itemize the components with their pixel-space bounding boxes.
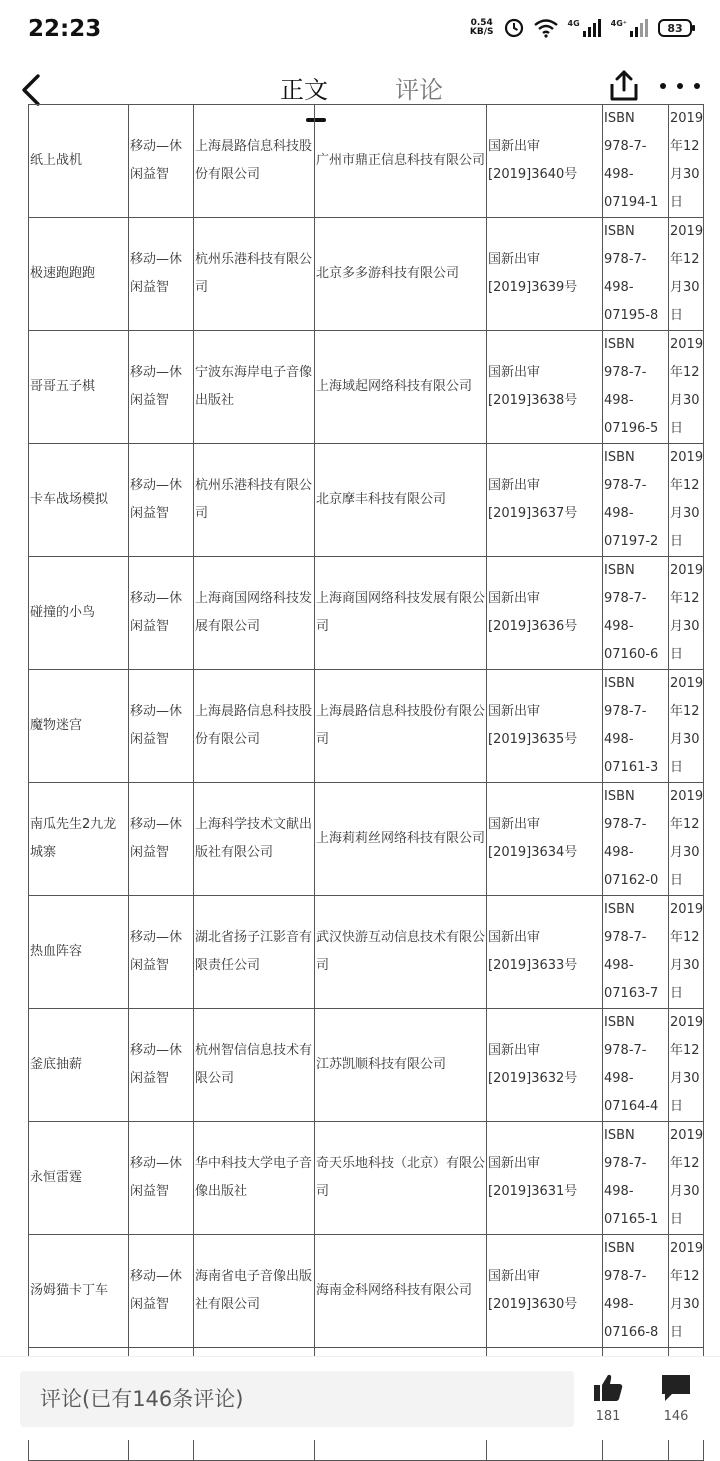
isbn-cell: ISBN 978-7-498-07194-1 xyxy=(603,105,669,218)
approval-number-cell: 国新出审[2019]3638号 xyxy=(487,331,603,444)
publisher-cell: 湖北省扬子江影音有限责任公司 xyxy=(194,896,315,1009)
publisher-cell: 宁波东海岸电子音像出版社 xyxy=(194,331,315,444)
category-cell: 移动—休闲益智 xyxy=(129,557,194,670)
category-cell: 移动—休闲益智 xyxy=(129,1009,194,1122)
back-button[interactable] xyxy=(14,68,54,108)
publisher-cell: 杭州智信信息技术有限公司 xyxy=(194,1009,315,1122)
publisher-cell: 华中科技大学电子音像出版社 xyxy=(194,1122,315,1235)
operator-cell: 武汉快游互动信息技术有限公司 xyxy=(315,896,487,1009)
more-dot-icon xyxy=(677,83,683,89)
isbn-cell: ISBN 978-7-498-07162-0 xyxy=(603,783,669,896)
operator-cell: 上海莉莉丝网络科技有限公司 xyxy=(315,783,487,896)
signal-label-1: 4G xyxy=(567,19,580,28)
operator-cell: 广州市鼎正信息科技有限公司 xyxy=(315,105,487,218)
game-name-cell: 魔物迷宫 xyxy=(29,670,129,783)
signal-label-2: 4G⁺ xyxy=(610,19,627,28)
approval-number-cell: 国新出审[2019]3640号 xyxy=(487,105,603,218)
approval-number-cell: 国新出审[2019]3636号 xyxy=(487,557,603,670)
publisher-cell: 海南省电子音像出版社有限公司 xyxy=(194,1235,315,1348)
approval-date-cell: 2019年12月30日 xyxy=(669,1122,704,1235)
isbn-cell: ISBN 978-7-498-07196-5 xyxy=(603,331,669,444)
isbn-cell: ISBN 978-7-498-07163-7 xyxy=(603,896,669,1009)
comment-bubble-icon xyxy=(660,1373,692,1403)
category-cell: 移动—休闲益智 xyxy=(129,1122,194,1235)
approval-number-cell: 国新出审[2019]3639号 xyxy=(487,218,603,331)
approval-date-cell: 2019年12月30日 xyxy=(669,331,704,444)
isbn-cell: ISBN 978-7-498-07166-8 xyxy=(603,1235,669,1348)
battery-level: 83 xyxy=(667,21,683,35)
game-name-cell: 热血阵容 xyxy=(29,896,129,1009)
network-speed xyxy=(470,19,494,37)
game-name-cell: 釜底抽薪 xyxy=(29,1009,129,1122)
wifi-icon xyxy=(534,18,558,38)
operator-cell: 江苏凯顺科技有限公司 xyxy=(315,1009,487,1122)
publisher-cell: 杭州乐港科技有限公司 xyxy=(194,218,315,331)
status-icons xyxy=(470,18,692,38)
approval-date-cell: 2019年12月30日 xyxy=(669,557,704,670)
table-row xyxy=(29,1009,704,1122)
approval-date-cell: 2019年12月30日 xyxy=(669,783,704,896)
table-row xyxy=(29,331,704,444)
comments-button[interactable] xyxy=(646,1373,706,1433)
isbn-cell: ISBN 978-7-498-07161-3 xyxy=(603,670,669,783)
game-name-cell: 哥哥五子棋 xyxy=(29,331,129,444)
table-row xyxy=(29,444,704,557)
game-name-cell: 纸上战机 xyxy=(29,105,129,218)
thumbs-up-icon xyxy=(592,1373,624,1403)
table-row xyxy=(29,896,704,1009)
isbn-cell: ISBN 978-7-498-07164-4 xyxy=(603,1009,669,1122)
bottom-bar xyxy=(0,1356,720,1440)
battery-icon xyxy=(658,19,692,37)
table-row xyxy=(29,670,704,783)
game-name-cell: 永恒雷霆 xyxy=(29,1122,129,1235)
approval-number-cell: 国新出审[2019]3635号 xyxy=(487,670,603,783)
category-cell: 移动—休闲益智 xyxy=(129,670,194,783)
signal-icon-1 xyxy=(568,19,601,37)
share-icon xyxy=(606,68,642,104)
approval-number-cell: 国新出审[2019]3631号 xyxy=(487,1122,603,1235)
table-row xyxy=(29,1235,704,1348)
comment-count: 146 xyxy=(663,1409,689,1424)
network-speed-unit: KB/S xyxy=(469,27,494,37)
category-cell: 移动—休闲益智 xyxy=(129,896,194,1009)
operator-cell: 海南金科网络科技有限公司 xyxy=(315,1235,487,1348)
operator-cell: 上海商国网络科技发展有限公司 xyxy=(315,557,487,670)
tab-article[interactable]: 正文 xyxy=(280,70,328,122)
approval-date-cell: 2019年12月30日 xyxy=(669,105,704,218)
isbn-cell: ISBN 978-7-498-07195-8 xyxy=(603,218,669,331)
network-speed-value: 0.54 xyxy=(470,18,493,28)
operator-cell: 北京摩丰科技有限公司 xyxy=(315,444,487,557)
game-approval-table xyxy=(28,104,704,1461)
category-cell: 移动—休闲益智 xyxy=(129,783,194,896)
table-row xyxy=(29,557,704,670)
category-cell: 移动—休闲益智 xyxy=(129,218,194,331)
publisher-cell: 上海科学技术文献出版社有限公司 xyxy=(194,783,315,896)
operator-cell: 上海域起网络科技有限公司 xyxy=(315,331,487,444)
approval-date-cell: 2019年12月30日 xyxy=(669,444,704,557)
approval-date-cell: 2019年12月30日 xyxy=(669,1235,704,1348)
more-dot-icon xyxy=(660,83,666,89)
isbn-cell: ISBN 978-7-498-07165-1 xyxy=(603,1122,669,1235)
alarm-icon xyxy=(504,18,524,38)
table-row xyxy=(29,105,704,218)
game-name-cell: 汤姆猫卡丁车 xyxy=(29,1235,129,1348)
share-button[interactable] xyxy=(606,68,642,104)
operator-cell: 上海晨路信息科技股份有限公司 xyxy=(315,670,487,783)
category-cell: 移动—休闲益智 xyxy=(129,444,194,557)
more-button[interactable] xyxy=(660,72,700,100)
more-dot-icon xyxy=(694,83,700,89)
chevron-left-icon xyxy=(14,68,54,108)
table-row xyxy=(29,1122,704,1235)
game-name-cell: 南瓜先生2九龙城寨 xyxy=(29,783,129,896)
table-row xyxy=(29,783,704,896)
approval-number-cell: 国新出审[2019]3634号 xyxy=(487,783,603,896)
approval-date-cell: 2019年12月30日 xyxy=(669,1009,704,1122)
category-cell: 移动—休闲益智 xyxy=(129,105,194,218)
like-count: 181 xyxy=(595,1409,621,1424)
category-cell: 移动—休闲益智 xyxy=(129,1235,194,1348)
approval-number-cell: 国新出审[2019]3630号 xyxy=(487,1235,603,1348)
isbn-cell: ISBN 978-7-498-07197-2 xyxy=(603,444,669,557)
publisher-cell: 上海商国网络科技发展有限公司 xyxy=(194,557,315,670)
game-name-cell: 卡车战场模拟 xyxy=(29,444,129,557)
table-row xyxy=(29,218,704,331)
like-button[interactable] xyxy=(578,1373,638,1433)
approval-number-cell: 国新出审[2019]3633号 xyxy=(487,896,603,1009)
publisher-cell: 上海晨路信息科技股份有限公司 xyxy=(194,670,315,783)
publisher-cell: 杭州乐港科技有限公司 xyxy=(194,444,315,557)
approval-number-cell: 国新出审[2019]3637号 xyxy=(487,444,603,557)
status-time: 22:23 xyxy=(28,16,102,42)
game-name-cell: 极速跑跑跑 xyxy=(29,218,129,331)
comment-input[interactable]: 评论(已有146条评论) xyxy=(20,1371,574,1427)
approval-number-cell: 国新出审[2019]3632号 xyxy=(487,1009,603,1122)
operator-cell: 北京多多游科技有限公司 xyxy=(315,218,487,331)
approval-date-cell: 2019年12月30日 xyxy=(669,670,704,783)
tab-comments[interactable]: 评论 xyxy=(395,76,443,104)
isbn-cell: ISBN 978-7-498-07160-6 xyxy=(603,557,669,670)
article-content xyxy=(0,111,720,1356)
publisher-cell: 上海晨路信息科技股份有限公司 xyxy=(194,105,315,218)
game-name-cell: 碰撞的小鸟 xyxy=(29,557,129,670)
signal-icon-2 xyxy=(611,19,648,37)
approval-date-cell: 2019年12月30日 xyxy=(669,896,704,1009)
operator-cell: 奇天乐地科技（北京）有限公司 xyxy=(315,1122,487,1235)
category-cell: 移动—休闲益智 xyxy=(129,331,194,444)
status-bar xyxy=(0,0,720,60)
approval-date-cell: 2019年12月30日 xyxy=(669,218,704,331)
